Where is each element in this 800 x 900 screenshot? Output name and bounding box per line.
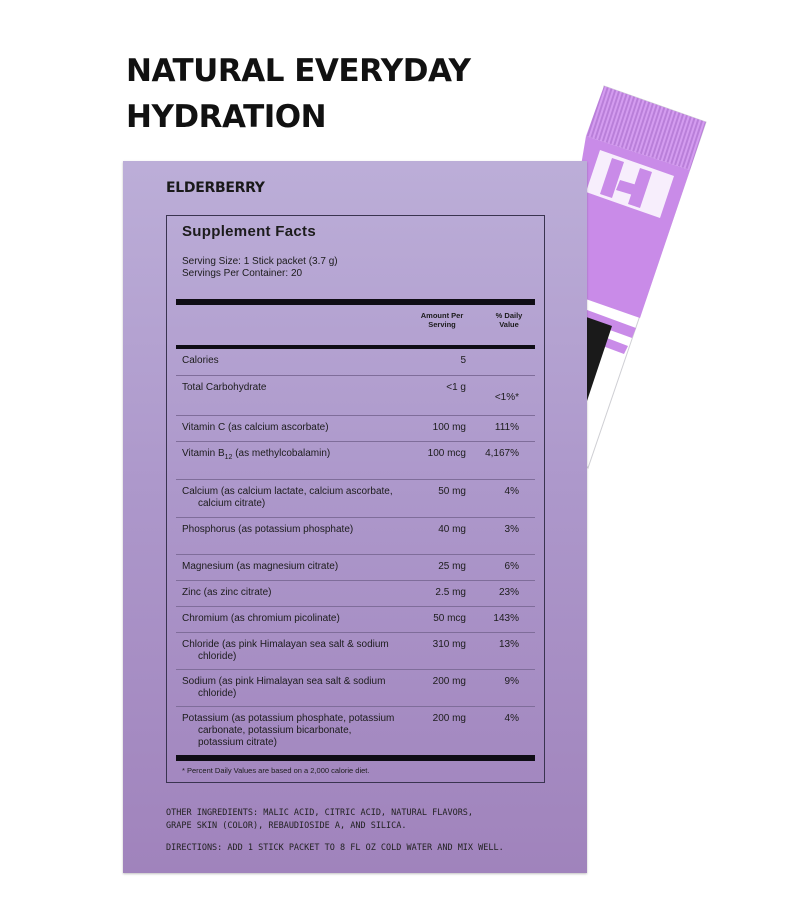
facts-row: Sodium (as pink Himalayan sea salt & sodium chloride) 200 mg 9% [176, 670, 535, 707]
directions: DIRECTIONS: ADD 1 STICK PACKET TO 8 FL OZ COLD WATER AND MIX WELL. [166, 843, 504, 853]
headline-line-2: HYDRATION [126, 99, 327, 135]
servings-per-container: Servings Per Container: 20 [182, 268, 303, 279]
headline-line-1: NATURAL EVERYDAY [126, 53, 471, 89]
supplement-card [123, 161, 587, 873]
supplement-facts-panel [166, 215, 545, 783]
facts-row: Calcium (as calcium lactate, calcium ascorbate, calcium citrate) 50 mg 4% [176, 480, 535, 518]
flavor-name: ELDERBERRY [166, 180, 265, 196]
divider-thick [176, 299, 535, 305]
facts-row: Vitamin $B_{12}$ (as methylcobalamin) 100 mcg 4,167% [176, 442, 535, 480]
facts-row: Magnesium (as magnesium citrate) 25 mg 6% [176, 555, 535, 581]
facts-title: Supplement Facts [182, 223, 316, 240]
other-ingredients: OTHER INGREDIENTS: MALIC ACID, CITRIC ACID, NATURAL FLAVORS, GRAPE SKIN (COLOR), REBAUDIOSIDE A, AND SILICA. [166, 808, 474, 831]
divider-thick [176, 755, 535, 761]
facts-row: Chromium (as chromium picolinate) 50 mcg 143% [176, 607, 535, 633]
column-header-daily-value: % Daily Value [495, 311, 523, 329]
daily-value-footnote: * Percent Daily Values are based on a 2,000 calorie diet. [182, 766, 370, 775]
facts-row: Chloride (as pink Himalayan sea salt & sodium chloride) 310 mg 13% [176, 633, 535, 670]
facts-row: Total Carbohydrate <1 g <1%* [176, 376, 535, 416]
facts-row: Calories 5 [176, 349, 535, 376]
facts-row: Phosphorus (as potassium phosphate) 40 mg 3% [176, 518, 535, 555]
serving-size: Serving Size: 1 Stick packet (3.7 g) [182, 256, 338, 267]
column-header-amount: Amount Per Serving [420, 311, 464, 329]
facts-table [176, 349, 535, 756]
facts-row: Zinc (as zinc citrate) 2.5 mg 23% [176, 581, 535, 607]
serving-info [182, 256, 338, 280]
facts-row: Potassium (as potassium phosphate, potassium carbonate, potassium bicarbonate, potassium citrate) 200 mg 4% [182, 713, 519, 748]
facts-row: Vitamin C (as calcium ascorbate) 100 mg 111% [176, 416, 535, 442]
